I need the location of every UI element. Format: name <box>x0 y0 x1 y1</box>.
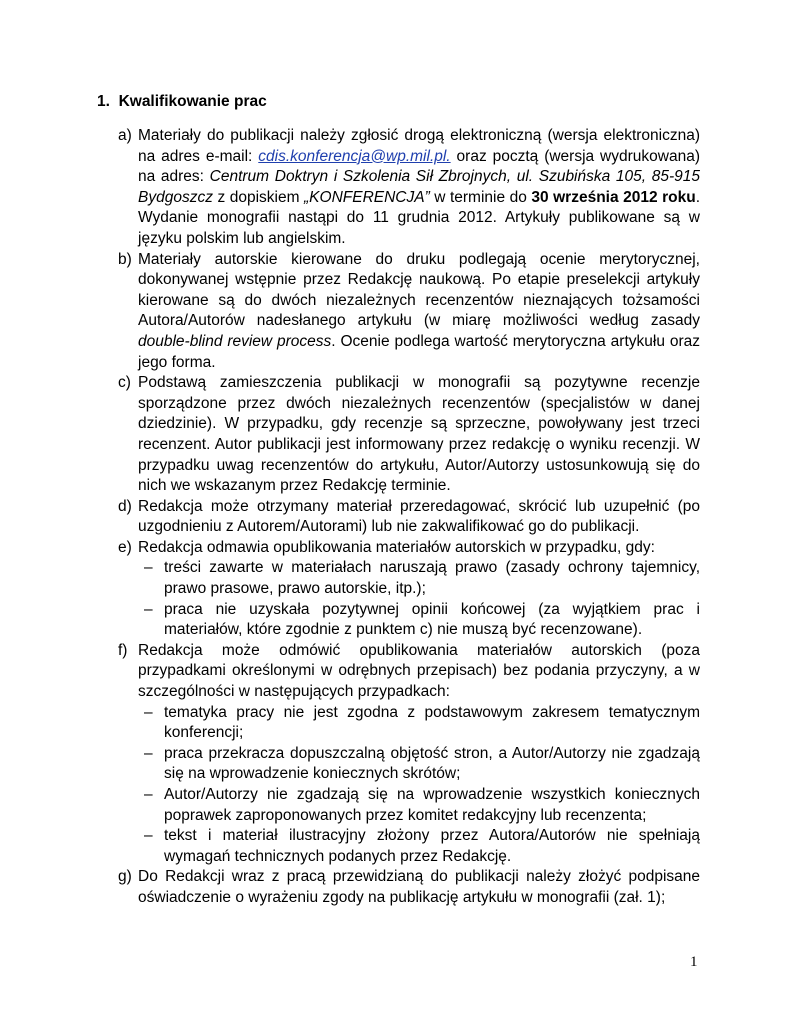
item-letter: e) <box>118 538 132 556</box>
sub-item <box>118 744 700 785</box>
item-a-text-3: z dopiskiem <box>212 188 305 206</box>
postal-address: Centrum Doktryn i Szkolenia Sił Zbrojnych, ul. Szubińska 105, 85-915 Bydgoszcz <box>138 168 700 206</box>
sub-item-text: tematyka pracy nie jest zgodna z podstawowym zakresem tematycznym konferencji; <box>164 703 700 742</box>
item-a-text-1: Materiały do publikacji należy zgłosić drogą elektroniczną (wersja elektroniczna) na adres e-mail: <box>138 127 700 165</box>
item-letter: d) <box>118 497 132 515</box>
dash-bullet: – <box>144 827 153 845</box>
item-d-text: Redakcja może otrzymany materiał przeredagować, skrócić lub uzupełnić (po uzgodnieniu z Autorem/Autorami) lub nie zakwalifikować go do publikacji. <box>138 497 700 536</box>
dash-bullet: – <box>144 786 153 803</box>
item-a-text-4: w terminie do <box>429 188 532 206</box>
item-f-text: Redakcja może odmówić opublikowania materiałów autorskich (poza przypadkami określonymi w odrębnych przepisach) bez podania przyczyny, a w szczególności w następujących przypadkach: <box>138 641 700 701</box>
sub-item <box>118 558 700 599</box>
requirements-list <box>118 126 700 909</box>
item-letter: b) <box>118 250 132 268</box>
list-item-c <box>118 373 700 497</box>
deadline-date: 30 września 2012 roku <box>531 188 696 206</box>
section-heading <box>97 92 267 112</box>
item-b-text-1: Materiały autorskie kierowane do druku podlegają ocenie merytorycznej, dokonywanej wstępnie przez Redakcję naukową. Po etapie preselekcji artykuły kierowane są do dwóch niezależnych recenzentów nieznających tożsamości Autora/Autorów nadesłanego artykułu (w miarę możliwości według zasady <box>138 250 700 330</box>
list-item-b <box>118 250 700 374</box>
page-number: 1 <box>690 954 698 970</box>
sub-item <box>118 703 700 744</box>
sub-item <box>118 785 700 826</box>
item-a-text-2: oraz pocztą (wersja wydrukowana) na adres: <box>138 147 700 186</box>
sub-item-text: tekst i materiał ilustracyjny złożony przez Autora/Autorów nie spełniają wymagań technicznych podanych przez Redakcję. <box>164 827 700 865</box>
item-c-text: Podstawą zamieszczenia publikacji w monografii są pozytywne recenzje sporządzone przez dwóch niezależnych recenzentów (specjalistów w danej dziedzinie). W przypadku, gdy recenzje są sprzeczne, powoływany jest trzeci recenzent. Autor publikacji jest informowany przez redakcję o wyniku recenzji. W przypadku uwag recenzentów do artykułu, Autor/Autorzy ustosunkowują się do nich we wskazanym przez Redakcję terminie. <box>138 374 700 495</box>
item-a-text-5: . Wydanie monografii nastąpi do 11 grudnia 2012. Artykuły publikowane są w języku polskim lub angielskim. <box>138 188 700 247</box>
item-e-text: Redakcja odmawia opublikowania materiałów autorskich w przypadku, gdy: <box>138 538 655 556</box>
sub-item <box>118 600 700 641</box>
email-link[interactable]: cdis.konferencja@wp.mil.pl. <box>258 147 451 165</box>
sub-item-text: treści zawarte w materiałach naruszają prawo (zasady ochrony tajemnicy, prawo prasowe, prawo autorskie, itp.); <box>164 559 700 598</box>
dash-bullet: – <box>144 744 153 762</box>
item-letter: a) <box>118 127 132 144</box>
sub-item-text: praca nie uzyskała pozytywnej opinii końcowej (za wyjątkiem prac i materiałów, które zgodnie z punktem c) nie muszą być recenzowane). <box>164 600 700 639</box>
list-item-e <box>118 538 700 559</box>
list-item-d <box>118 497 700 538</box>
dash-bullet: – <box>144 559 153 577</box>
item-b-text-2: . Ocenie podlega wartość merytoryczna artykułu oraz jego forma. <box>138 332 700 371</box>
item-letter: g) <box>118 868 132 886</box>
item-letter: c) <box>118 374 131 392</box>
list-item-a <box>118 126 700 250</box>
item-letter: f) <box>118 641 128 659</box>
list-item-g <box>118 867 700 908</box>
sub-item <box>118 826 700 867</box>
keyword-konferencja: „KONFERENCJA” <box>304 188 430 206</box>
dash-bullet: – <box>144 600 153 618</box>
dash-bullet: – <box>144 703 153 721</box>
section-title: Kwalifikowanie prac <box>118 93 267 110</box>
sub-item-text: Autor/Autorzy nie zgadzają się na wprowadzenie wszystkich koniecznych poprawek zaproponowanych przez komitet redakcyjny lub recenzenta; <box>164 786 700 824</box>
section-number: 1. <box>97 93 110 110</box>
item-g-text: Do Redakcji wraz z pracą przewidzianą do publikacji należy złożyć podpisane oświadczenie o wyrażeniu zgody na publikację artykułu w monografii (zał. 1); <box>138 868 700 906</box>
sub-item-text: praca przekracza dopuszczalną objętość stron, a Autor/Autorzy nie zgadzają się na wprowadzenie koniecznych skrótów; <box>164 744 700 783</box>
review-process-term: double-blind review process <box>138 332 332 350</box>
list-item-f <box>118 641 700 703</box>
